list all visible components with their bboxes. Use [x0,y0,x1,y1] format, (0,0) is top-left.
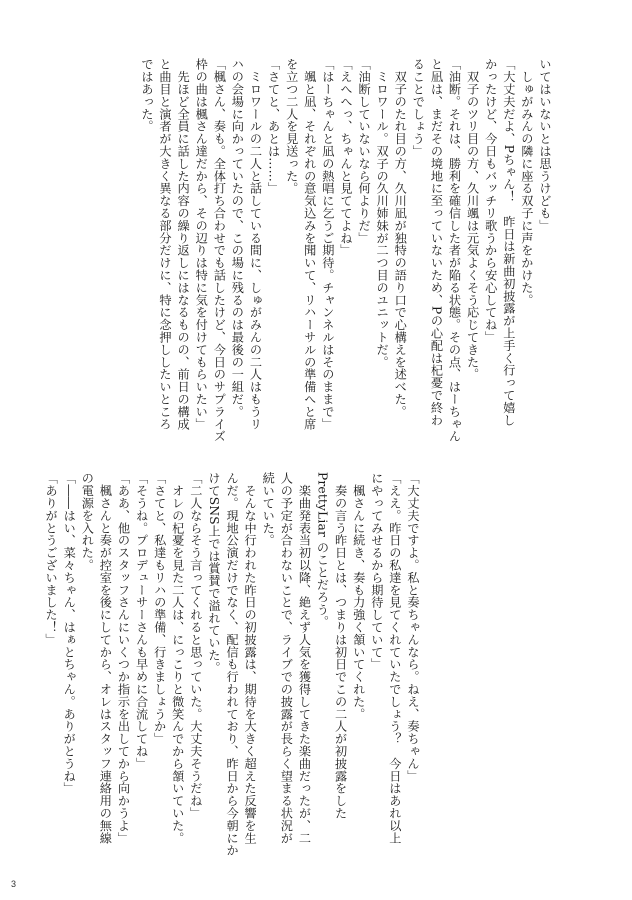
text-line: を立つ二人を見送った。 [284,58,299,195]
text-line: 双子のツリ目の方、久川颯は元気よくそう応じてきた。 [465,58,480,381]
text-line: 「大丈夫ですよ。私と奏ちゃんなら。ねえ、奏ちゃん」 [406,472,420,782]
text-line: にやってみせるから期待していて」 [369,472,384,671]
text-line: 「さてと、私達もリハの準備、行きましょうか」 [152,472,167,745]
text-line: と凪は、まだその境地に至っていないため、Pの心配は杞憂で終わ [429,58,444,427]
text-line: けてSNS上では賞賛で溢れていた。 [206,472,221,674]
text-block-lower [42,472,422,857]
text-line: 双子のたれ目の方、久川凪が独特の語り口で心構えを述べた。 [393,58,408,418]
text-line: 「えへへっ、ちゃんと見ててよね」 [338,58,353,257]
text-line: ることでしょう」 [411,58,426,158]
text-line: と曲目と演者が大きく異なる部分だけに、特に念押ししたいところ [158,58,173,430]
text-line: 「ああ、他のスタッフさんにいくつか指示を出してから向かうよ」 [116,472,131,844]
text-line: 「ええ。昨日の私達を見てくれていたでしょう？ 今日はあれ以上 [387,472,402,844]
text-line: かったけど、今日もバッチリ歌うから安心してね」 [483,58,498,344]
text-line: 人の予定が合わないことで、ライブでの披露が長らく望まる状況が [279,472,294,844]
text-line: 先ほど全員に話した内容の繰り返しにはなるものの、前日の構成 [176,58,191,430]
text-block-upper [138,58,554,443]
text-line: 「ありがとうございました！」 [44,472,59,646]
text-line: 「さてと、あとは……」 [266,58,281,195]
text-line: オレの杞憂を見た二人は、にっこりと微笑んでから頷いていた。 [170,472,185,844]
text-line: 颯と凪、それぞれの意気込みを聞いて、リハーサルの準備へと席 [302,58,317,430]
text-line: 続いていた。 [261,472,276,547]
text-line: 「はーちゃんと凪の熱唱に乞うご期待。チャンネルはそのままで」 [320,58,335,430]
text-line: ミロワール。双子の久川姉妹が二つ目のユニットだ。 [375,58,390,368]
text-line: 「そうね。プロデューサーさんも早めに合流してね」 [134,472,149,770]
text-line: 楽曲発表当初以降、絶えず人気を獲得してきた楽曲だったが、二 [297,472,312,844]
text-line: 「油断。それは、勝利を確信した者が陥る状態。その点、はーちゃん [447,58,462,443]
text-line: 「油断していないなら何よりだ」 [357,58,372,244]
text-line: PrettyLiar のことだろう。 [315,472,330,628]
text-line: ミロワールの二人と話している間に、しゅがみんの二人はもうリ [248,58,263,430]
text-line: 「楓さん、奏も。全体打ち合わせでも話したけど、今日のサプライズ [212,58,227,443]
text-line: ではあった。 [139,58,154,133]
text-line: いてはいないとは思うけども」 [538,58,552,232]
text-line: 奏の言う昨日とは、つまりは初日でこの二人が初披露をした [333,472,348,820]
page-number: 3 [11,879,17,889]
text-line: んだ。現地公演だけでなく、配信も行われており、昨日から今朝にか [225,472,240,857]
text-line: 楓さんに続き、奏も力強く頷いてくれた。 [351,472,366,720]
text-line: ハの会場に向かっていたので、この場に残るのは最後の一組だ。 [230,58,245,418]
text-line: の電源を入れた。 [80,472,95,572]
text-line: 「大丈夫だよ、Pちゃん！ 昨日は新曲初披露が上手く行って嬉し [501,58,516,427]
text-line: 楓さんと奏が控室を後にしてから、オレはスタッフ連絡用の無線 [98,472,113,844]
text-line: 「――はい、菜々ちゃん、はぁとちゃん。ありがとうね」 [62,472,77,795]
text-line: そんな中行われた昨日の初披露は、期待を大きく超えた反響を生 [243,472,258,844]
text-line: 枠の曲は楓さん達だから、その辺りは特に気を付けてもらいたい」 [194,58,209,430]
text-line: しゅがみんの隣に座る双子に声をかけた。 [519,58,534,306]
text-line: 「二人ならそう言ってくれると思っていた。大丈夫そうだね」 [188,472,203,820]
